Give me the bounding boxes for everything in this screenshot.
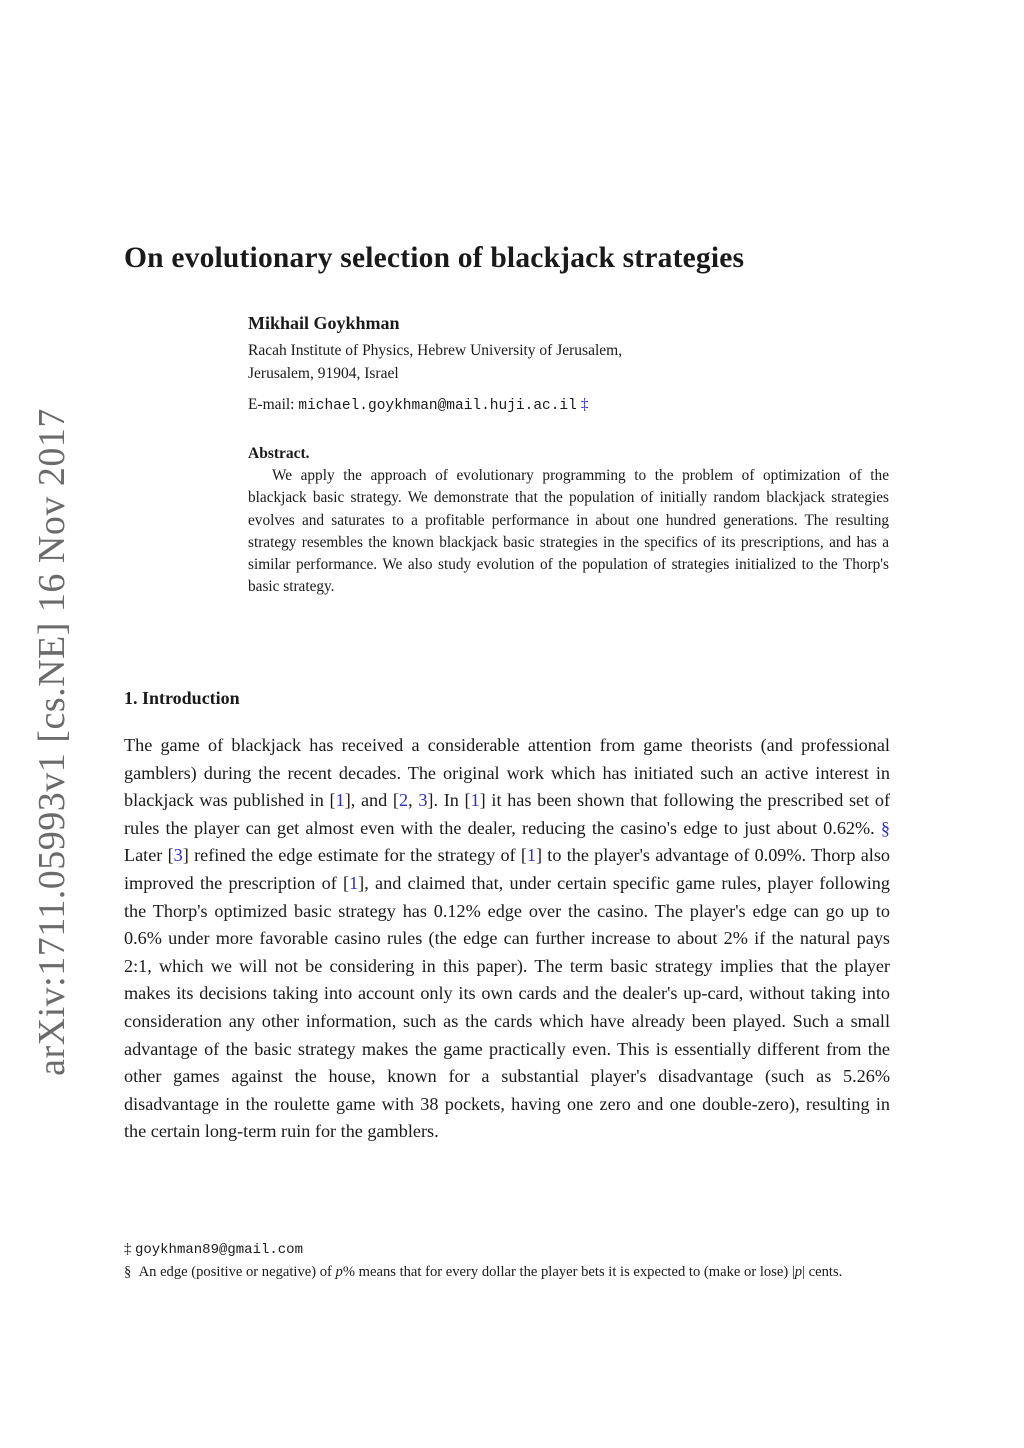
citation-link-3[interactable]: 3 — [418, 790, 428, 811]
footnote-edge-definition — [124, 1262, 890, 1284]
abstract-text: We apply the approach of evolutionary programming to the problem of optimization of the blackjack basic strategy. We demonstrate that the population of initially random blackjack strategies evolves and saturates to a profitable performance in about one hundred generations. The resulting strategy resembles the known blackjack basic strategies in the specifics of its prescriptions, and has a similar performance. We also study evolution of the population of strategies initialized to the Thorp's basic strategy. — [248, 467, 889, 596]
abstract-heading: Abstract. — [248, 445, 310, 462]
intro-text-8: ] to the player's advantage of 0.09%. Thorp also improved the prescription of [ — [124, 845, 891, 893]
email-label: E-mail: — [248, 396, 295, 413]
citation-link-1[interactable]: 1 — [335, 790, 345, 811]
footnote-mark-section: § — [124, 1263, 132, 1280]
citation-link-2[interactable]: 2 — [398, 790, 409, 811]
author-name: Mikhail Goykhman — [248, 313, 400, 333]
citation-link-1-fourth[interactable]: 1 — [349, 872, 359, 893]
footnote-variable-p-abs: p — [794, 1263, 803, 1280]
footnotes — [124, 1239, 890, 1283]
arxiv-identifier-stamp: arXiv:1711.05993v1 [cs.NE] 16 Nov 2017 — [31, 408, 73, 1076]
intro-text-6: Later [ — [124, 845, 174, 866]
email-footnote-link[interactable]: ‡ — [580, 396, 589, 413]
introduction-heading: 1. Introduction — [124, 688, 240, 708]
citation-link-1-second[interactable]: 1 — [470, 790, 480, 811]
intro-text-7: ] refined the edge estimate for the strategy of [ — [182, 845, 527, 866]
intro-text-5: ] it has been shown that following the prescribed set of rules the player can get almost even with the dealer, reducing the casino's edge to just about 0.62%. — [124, 790, 891, 838]
intro-text-9: ], and claimed that, under certain specific game rules, player following the Thorp's optimized basic strategy has 0.12% edge over the casino. The player's edge can go up to 0.6% under more favorable casino rules (the edge can further increase to about 2% if the natural pays 2:1, which we will not be considering in this paper). The term basic strategy implies that the player makes its decisions taking into account only its own cards and the dealer's up-card, without taking into consideration any other information, such as the cards which have already been played. Such a small advantage of the basic strategy makes the game practically even. This is essentially different from the other games against the house, known for a substantial player's disadvantage (such as 5.26% disadvantage in the roulette game with 38 pockets, having one zero and one double-zero), resulting in the certain long-term ruin for the gamblers. — [124, 872, 890, 1142]
footnote-text-b: % means that for every dollar the player bets it is expected to (make or lose) | — [342, 1263, 795, 1280]
intro-text-3: , — [408, 790, 419, 811]
author-block — [248, 310, 908, 417]
affiliation — [248, 340, 908, 385]
email-line — [248, 394, 908, 417]
footnote-text-a: An edge (positive or negative) of — [138, 1263, 336, 1280]
footnote-text-c: | cents. — [802, 1263, 843, 1280]
abstract — [248, 443, 889, 599]
author-email[interactable]: michael.goykhman@mail.huji.ac.il — [298, 398, 577, 414]
citation-link-3-second[interactable]: 3 — [173, 845, 183, 866]
introduction-body — [124, 732, 890, 1146]
citation-link-1-third[interactable]: 1 — [526, 845, 536, 866]
paper-title: On evolutionary selection of blackjack strategies — [124, 242, 745, 274]
footnote-email-address[interactable]: goykhman89@gmail.com — [134, 1242, 303, 1258]
intro-text-4: ]. In [ — [427, 790, 471, 811]
footnote-link-section[interactable]: § — [880, 817, 890, 838]
intro-text-2: ], and [ — [344, 790, 399, 811]
introduction-paragraph — [124, 732, 890, 1146]
footnote-variable-p: p — [335, 1263, 343, 1280]
footnote-mark-double-dagger: ‡ — [124, 1241, 132, 1257]
affiliation-line-2: Jerusalem, 91904, Israel — [248, 364, 399, 382]
intro-text-1: The game of blackjack has received a considerable attention from game theorists (and professional gamblers) during the recent decades. The original work which has initiated such an active interest in blackjack was published in [ — [124, 735, 890, 811]
affiliation-line-1: Racah Institute of Physics, Hebrew University of Jerusalem, — [248, 342, 623, 359]
footnote-email — [124, 1239, 890, 1262]
